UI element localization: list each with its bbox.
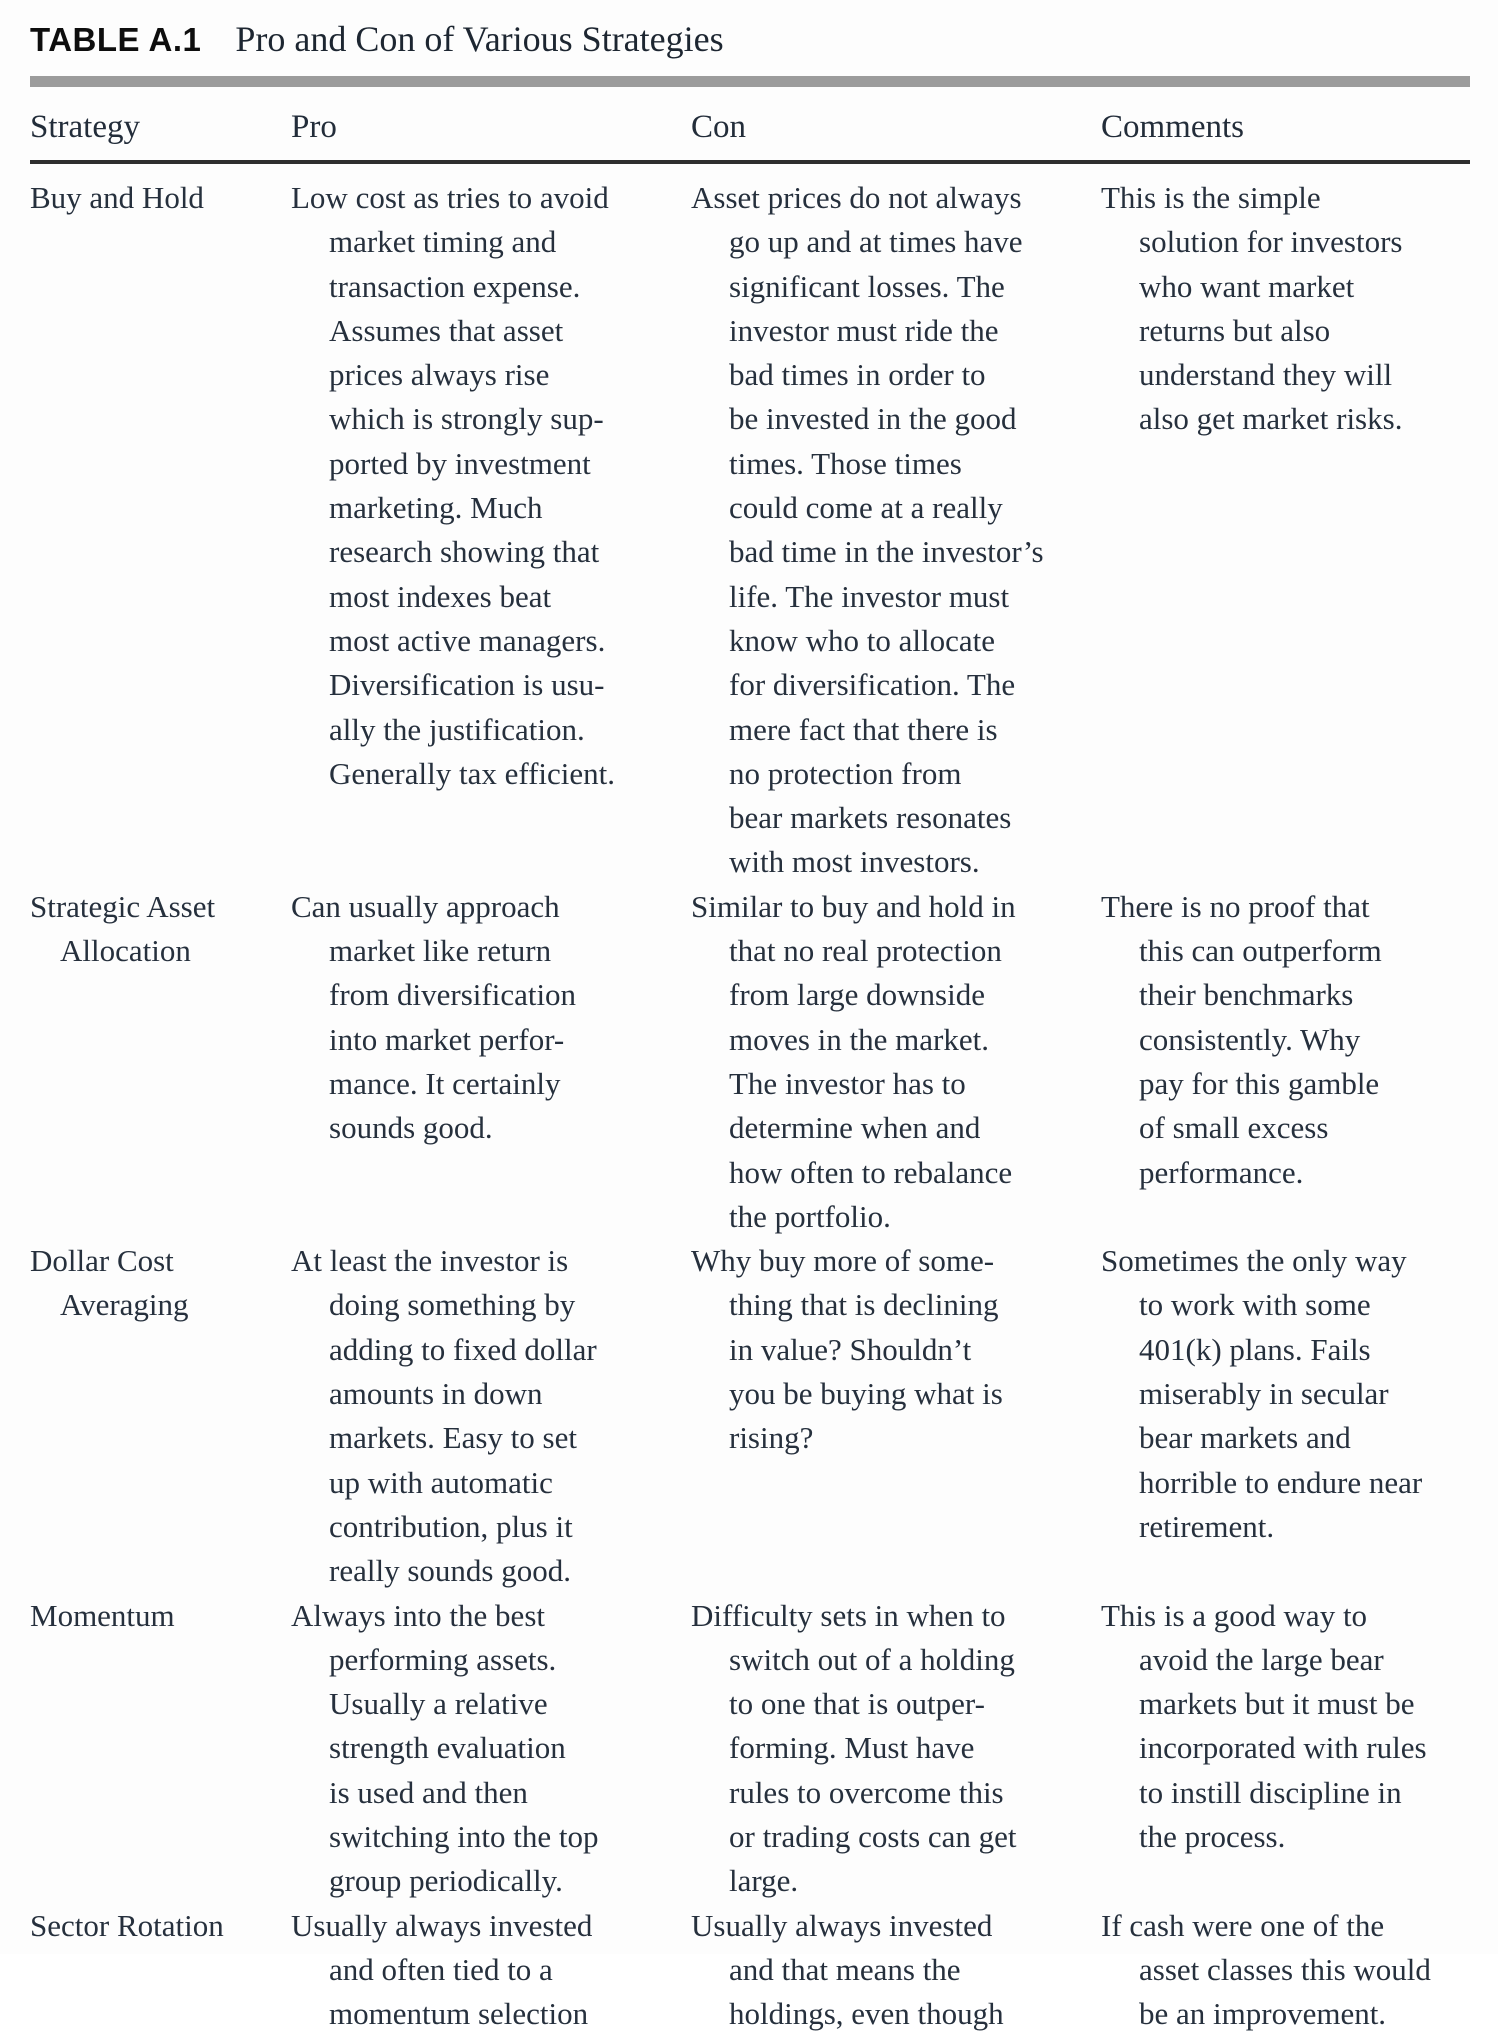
- top-rule: [30, 76, 1470, 87]
- text-line: the process.: [1139, 1818, 1286, 1854]
- con-cell: [691, 1904, 1101, 2036]
- pro-cell: [291, 1904, 691, 2036]
- text-line: thing that is declining: [729, 1287, 999, 1323]
- table-row: [30, 176, 1470, 885]
- strategy-cell: [30, 885, 291, 1239]
- text-line: avoid the large bear: [1139, 1641, 1384, 1677]
- text-line: holdings, even though: [729, 1996, 1004, 2032]
- text-line: horrible to endure near: [1139, 1464, 1423, 1500]
- text-line: most indexes beat: [329, 578, 552, 614]
- text-line: most active managers.: [329, 622, 606, 658]
- text-line: Difficulty sets in when to: [691, 1597, 1006, 1633]
- text-line: Can usually approach: [291, 888, 560, 924]
- comments-cell: [1101, 176, 1470, 885]
- text-line: from diversification: [329, 977, 577, 1013]
- text-line: Usually always invested: [691, 1907, 993, 1943]
- con-cell: [691, 176, 1101, 885]
- text-line: Asset prices do not always: [691, 180, 1022, 215]
- text-line: bear markets resonates: [729, 800, 1012, 836]
- text-line: investor must ride the: [729, 312, 999, 348]
- text-line: that no real protection: [729, 933, 1002, 969]
- comments-cell: [1101, 885, 1470, 1239]
- text-line: returns but also: [1139, 312, 1331, 348]
- text-line: ported by investment: [329, 445, 591, 481]
- column-header-comments: Comments: [1101, 109, 1245, 145]
- text-line: retirement.: [1139, 1508, 1275, 1544]
- text-line: bad times in order to: [729, 357, 986, 393]
- text-line: this can outperform: [1139, 933, 1382, 969]
- table-label: TABLE A.1: [30, 21, 202, 58]
- text-line: rules to overcome this: [729, 1774, 1004, 1810]
- text-line: life. The investor must: [729, 578, 1010, 614]
- table-caption: [30, 18, 1470, 60]
- text-line: Buy and Hold: [30, 180, 204, 215]
- text-line: which is strongly sup-: [329, 401, 604, 437]
- text-line: Low cost as tries to avoid: [291, 180, 609, 215]
- text-line: Assumes that asset: [329, 312, 564, 348]
- text-line: rising?: [729, 1420, 814, 1456]
- table-row: [30, 885, 1470, 1239]
- table-title: Pro and Con of Various Strategies: [235, 19, 724, 59]
- text-line: and often tied to a: [329, 1951, 553, 1987]
- text-line: Why buy more of some-: [691, 1243, 995, 1279]
- text-line: of small excess: [1139, 1110, 1329, 1146]
- text-line: no protection from: [729, 755, 962, 791]
- table-row: [30, 1904, 1470, 2036]
- text-line: determine when and: [729, 1110, 981, 1146]
- text-line: is used and then: [329, 1774, 528, 1810]
- text-line: how often to rebalance: [729, 1154, 1013, 1190]
- text-line: markets. Easy to set: [329, 1420, 577, 1456]
- text-line: markets but it must be: [1139, 1686, 1415, 1722]
- text-line: consistently. Why: [1139, 1021, 1361, 1057]
- text-line: also get market risks.: [1139, 401, 1403, 437]
- table-header-row: [30, 87, 1470, 160]
- text-line: Allocation: [60, 933, 191, 969]
- text-line: Similar to buy and hold in: [691, 888, 1016, 924]
- text-line: times. Those times: [729, 445, 962, 481]
- pro-cell: [291, 176, 691, 885]
- table-row: [30, 1239, 1470, 1593]
- text-line: switch out of a holding: [729, 1641, 1015, 1677]
- text-line: Always into the best: [291, 1597, 545, 1633]
- con-cell: [691, 1239, 1101, 1593]
- column-header-strategy: Strategy: [30, 109, 140, 145]
- text-line: research showing that: [329, 534, 600, 570]
- text-line: with most investors.: [729, 844, 980, 880]
- text-line: moves in the market.: [729, 1021, 989, 1057]
- text-line: forming. Must have: [729, 1730, 975, 1766]
- text-line: performance.: [1139, 1154, 1304, 1190]
- text-line: Diversification is usu-: [329, 667, 605, 703]
- text-line: amounts in down: [329, 1376, 543, 1412]
- text-line: bad time in the investor’s: [729, 534, 1044, 570]
- text-line: bear markets and: [1139, 1420, 1351, 1456]
- text-line: market timing and: [329, 224, 557, 260]
- strategy-cell: [30, 176, 291, 885]
- text-line: mere fact that there is: [729, 711, 998, 747]
- con-cell: [691, 1594, 1101, 1904]
- text-line: Averaging: [60, 1287, 189, 1323]
- text-line: incorporated with rules: [1139, 1730, 1427, 1766]
- text-line: know who to allocate: [729, 622, 996, 658]
- comments-cell: [1101, 1239, 1470, 1593]
- text-line: Sometimes the only way: [1101, 1243, 1407, 1279]
- text-line: market like return: [329, 933, 552, 969]
- text-line: be an improvement.: [1139, 1996, 1387, 2032]
- text-line: There is no proof that: [1101, 888, 1370, 924]
- text-line: doing something by: [329, 1287, 576, 1323]
- text-line: prices always rise: [329, 357, 550, 393]
- text-line: significant losses. The: [729, 268, 1005, 304]
- text-line: for diversification. The: [729, 667, 1016, 703]
- table-row: [30, 1594, 1470, 1904]
- text-line: Generally tax efficient.: [329, 755, 616, 791]
- column-header-con: Con: [691, 109, 747, 145]
- text-line: large.: [729, 1863, 799, 1899]
- text-line: their benchmarks: [1139, 977, 1354, 1013]
- text-line: understand they will: [1139, 357, 1393, 393]
- text-line: miserably in secular: [1139, 1376, 1389, 1412]
- text-line: The investor has to: [729, 1065, 966, 1101]
- strategy-cell: [30, 1239, 291, 1593]
- comments-cell: [1101, 1904, 1470, 2036]
- text-line: to one that is outper-: [729, 1686, 985, 1722]
- text-line: solution for investors: [1139, 224, 1403, 260]
- text-line: pay for this gamble: [1139, 1065, 1380, 1101]
- text-line: switching into the top: [329, 1818, 599, 1854]
- text-line: into market perfor-: [329, 1021, 565, 1057]
- text-line: to work with some: [1139, 1287, 1371, 1323]
- text-line: could come at a really: [729, 490, 1003, 526]
- text-line: and that means the: [729, 1951, 961, 1987]
- text-line: If cash were one of the: [1101, 1907, 1385, 1943]
- text-line: adding to fixed dollar: [329, 1331, 597, 1367]
- text-line: who want market: [1139, 268, 1355, 304]
- text-line: or trading costs can get: [729, 1818, 1017, 1854]
- text-line: transaction expense.: [329, 268, 581, 304]
- text-line: be invested in the good: [729, 401, 1017, 437]
- text-line: really sounds good.: [329, 1553, 571, 1589]
- text-line: ally the justification.: [329, 711, 585, 747]
- text-line: up with automatic: [329, 1464, 553, 1500]
- text-line: Sector Rotation: [30, 1907, 224, 1943]
- strategy-cell: [30, 1904, 291, 2036]
- text-line: you be buying what is: [729, 1376, 1003, 1412]
- text-line: contribution, plus it: [329, 1508, 573, 1544]
- text-line: Usually a relative: [329, 1686, 548, 1722]
- text-line: At least the investor is: [291, 1243, 569, 1279]
- text-line: from large downside: [729, 977, 985, 1013]
- text-line: strength evaluation: [329, 1730, 566, 1766]
- table-body: [30, 164, 1470, 2036]
- text-line: momentum selection: [329, 1996, 589, 2032]
- text-line: marketing. Much: [329, 490, 543, 526]
- text-line: This is the simple: [1101, 180, 1321, 215]
- text-line: go up and at times have: [729, 224, 1023, 260]
- pro-cell: [291, 1594, 691, 1904]
- con-cell: [691, 885, 1101, 1239]
- text-line: Dollar Cost: [30, 1243, 174, 1279]
- text-line: 401(k) plans. Fails: [1139, 1331, 1371, 1367]
- pro-cell: [291, 885, 691, 1239]
- pro-cell: [291, 1239, 691, 1593]
- text-line: Strategic Asset: [30, 888, 216, 924]
- text-line: performing assets.: [329, 1641, 557, 1677]
- text-line: group periodically.: [329, 1863, 563, 1899]
- text-line: asset classes this would: [1139, 1951, 1431, 1987]
- text-line: Momentum: [30, 1597, 175, 1633]
- text-line: This is a good way to: [1101, 1597, 1368, 1633]
- comments-cell: [1101, 1594, 1470, 1904]
- text-line: in value? Shouldn’t: [729, 1331, 972, 1367]
- text-line: Usually always invested: [291, 1907, 593, 1943]
- text-line: the portfolio.: [729, 1198, 891, 1234]
- text-line: mance. It certainly: [329, 1065, 561, 1101]
- strategy-cell: [30, 1594, 291, 1904]
- text-line: to instill discipline in: [1139, 1774, 1402, 1810]
- text-line: sounds good.: [329, 1110, 493, 1146]
- column-header-pro: Pro: [291, 109, 337, 145]
